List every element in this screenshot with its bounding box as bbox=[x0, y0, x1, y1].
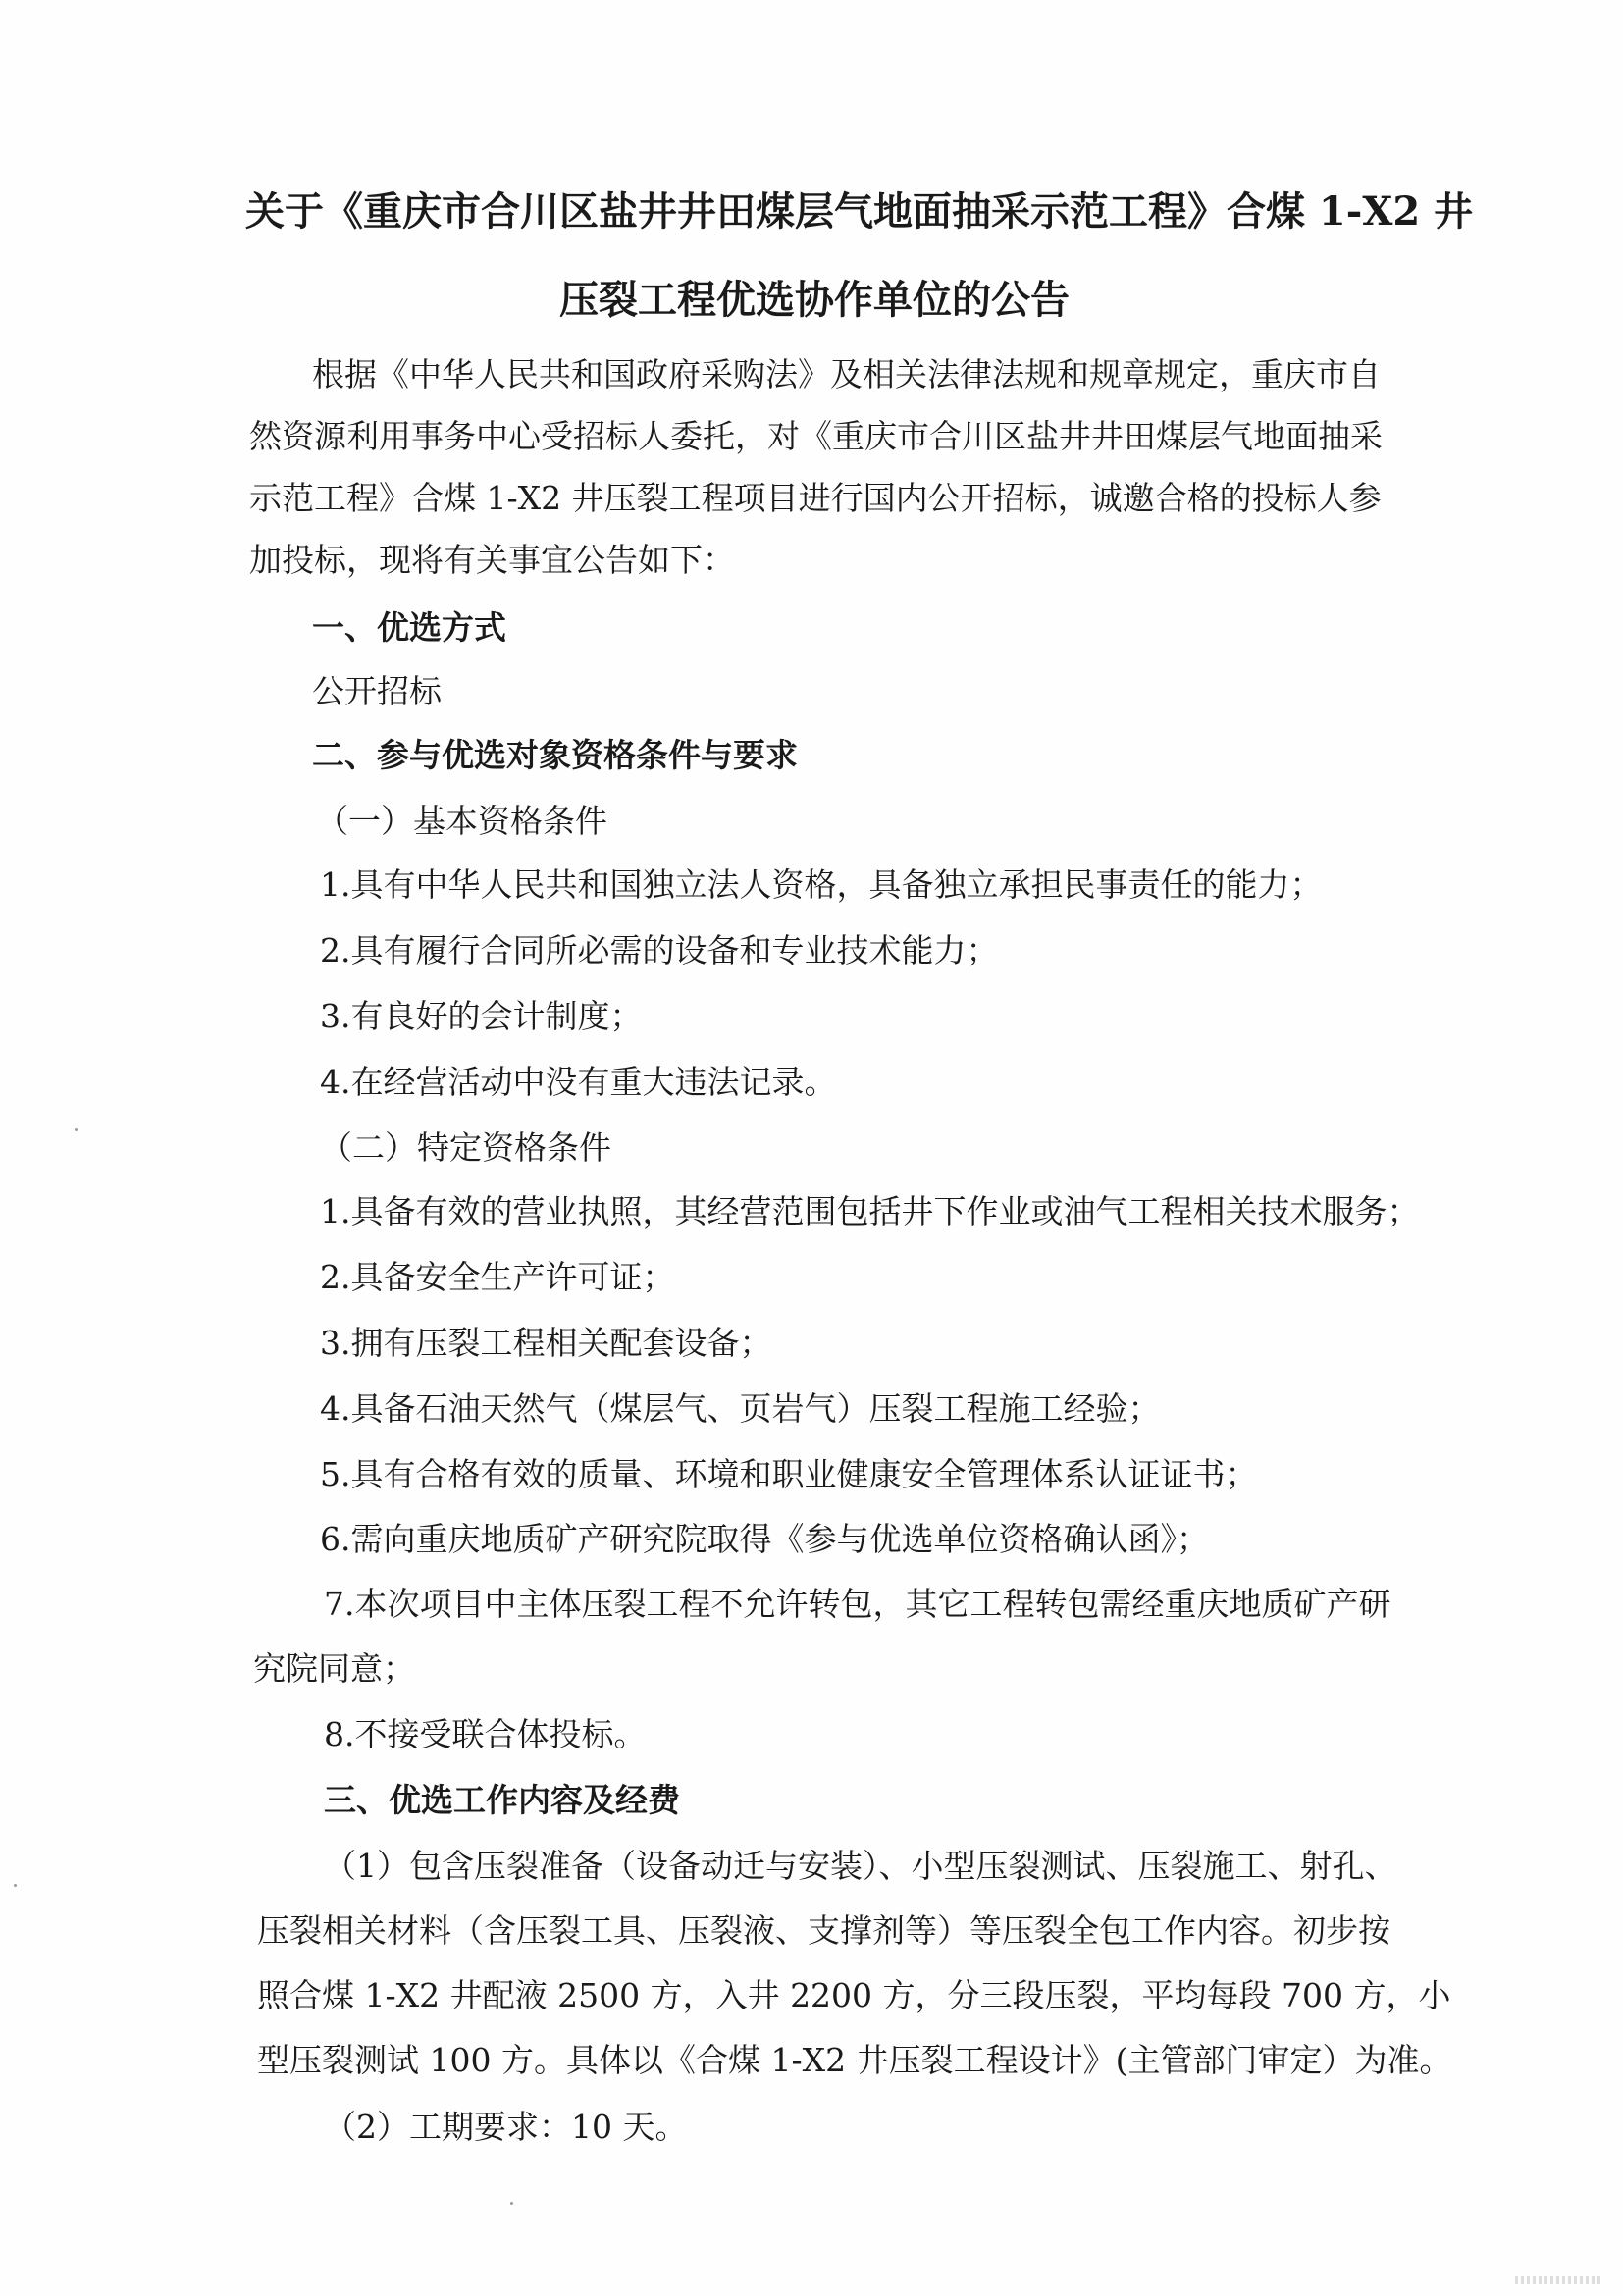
scan-speck bbox=[14, 1884, 17, 1887]
section-3-para1-line-1: （1）包含压裂准备（设备动迁与安装）、小型压裂测试、压裂施工、射孔、 bbox=[324, 1847, 1397, 1885]
section-2-heading: 二、参与优选对象资格条件与要求 bbox=[312, 736, 798, 774]
specific-item-6: 6.需向重庆地质矿产研究院取得《参与优选单位资格确认函》； bbox=[320, 1520, 1209, 1558]
specific-item-8: 8.不接受联合体投标。 bbox=[324, 1715, 647, 1753]
specific-item-3: 3.拥有压裂工程相关配套设备； bbox=[320, 1324, 772, 1362]
basic-item-3: 3.有良好的会计制度； bbox=[320, 997, 643, 1035]
specific-item-4: 4.具备石油天然气（煤层气、页岩气）压裂工程施工经验； bbox=[320, 1389, 1161, 1428]
section-3-para1-line-3: 照合煤 1-X2 井配液 2500 方，入井 2200 方，分三段压裂，平均每段 700 方，小 bbox=[257, 1976, 1451, 2014]
basic-item-2: 2.具有履行合同所必需的设备和专业技术能力； bbox=[320, 931, 999, 969]
specific-qualification-heading: （二）特定资格条件 bbox=[320, 1128, 611, 1167]
section-3-para1-line-4: 型压裂测试 100 方。具体以《合煤 1-X2 井压裂工程设计》(主管部门审定）为准。 bbox=[257, 2041, 1452, 2079]
section-3-heading: 三、优选工作内容及经费 bbox=[324, 1781, 680, 1819]
section-1-content: 公开招标 bbox=[312, 672, 442, 710]
specific-item-1: 1.具备有效的营业执照，其经营范围包括井下作业或油气工程相关技术服务； bbox=[320, 1192, 1420, 1230]
basic-item-1: 1.具有中华人民共和国独立法人资格，具备独立承担民事责任的能力； bbox=[320, 865, 1323, 904]
intro-line-3: 示范工程》合煤 1-X2 井压裂工程项目进行国内公开招标，诚邀合格的投标人参 bbox=[249, 479, 1382, 517]
basic-item-4: 4.在经营活动中没有重大违法记录。 bbox=[320, 1063, 837, 1101]
intro-line-1: 根据《中华人民共和国政府采购法》及相关法律法规和规章规定，重庆市自 bbox=[312, 355, 1381, 393]
section-3-para2: （2）工期要求：10 天。 bbox=[324, 2108, 688, 2146]
scan-speck bbox=[510, 2202, 513, 2205]
document-title-line-1: 关于《重庆市合川区盐井井田煤层气地面抽采示范工程》合煤 1-X2 井 bbox=[245, 188, 1474, 235]
section-3-para1-line-2: 压裂相关材料（含压裂工具、压裂液、支撑剂等）等压裂全包工作内容。初步按 bbox=[257, 1911, 1390, 1950]
specific-item-5: 5.具有合格有效的质量、环境和职业健康安全管理体系认证证书； bbox=[320, 1455, 1258, 1493]
specific-item-7: 7.本次项目中主体压裂工程不允许转包，其它工程转包需经重庆地质矿产研 bbox=[324, 1585, 1391, 1623]
specific-item-7-continued: 究院同意； bbox=[253, 1649, 415, 1688]
scan-footer-mark bbox=[1515, 2276, 1603, 2284]
document-title-line-2: 压裂工程优选协作单位的公告 bbox=[559, 277, 1070, 323]
intro-line-2: 然资源利用事务中心受招标人委托，对《重庆市合川区盐井井田煤层气地面抽采 bbox=[249, 417, 1383, 455]
specific-item-2: 2.具备安全生产许可证； bbox=[320, 1258, 675, 1296]
basic-qualification-heading: （一）基本资格条件 bbox=[316, 802, 607, 840]
section-1-heading: 一、优选方式 bbox=[312, 608, 506, 647]
scan-speck bbox=[75, 1128, 78, 1131]
intro-line-4: 加投标，现将有关事宜公告如下： bbox=[249, 541, 735, 579]
